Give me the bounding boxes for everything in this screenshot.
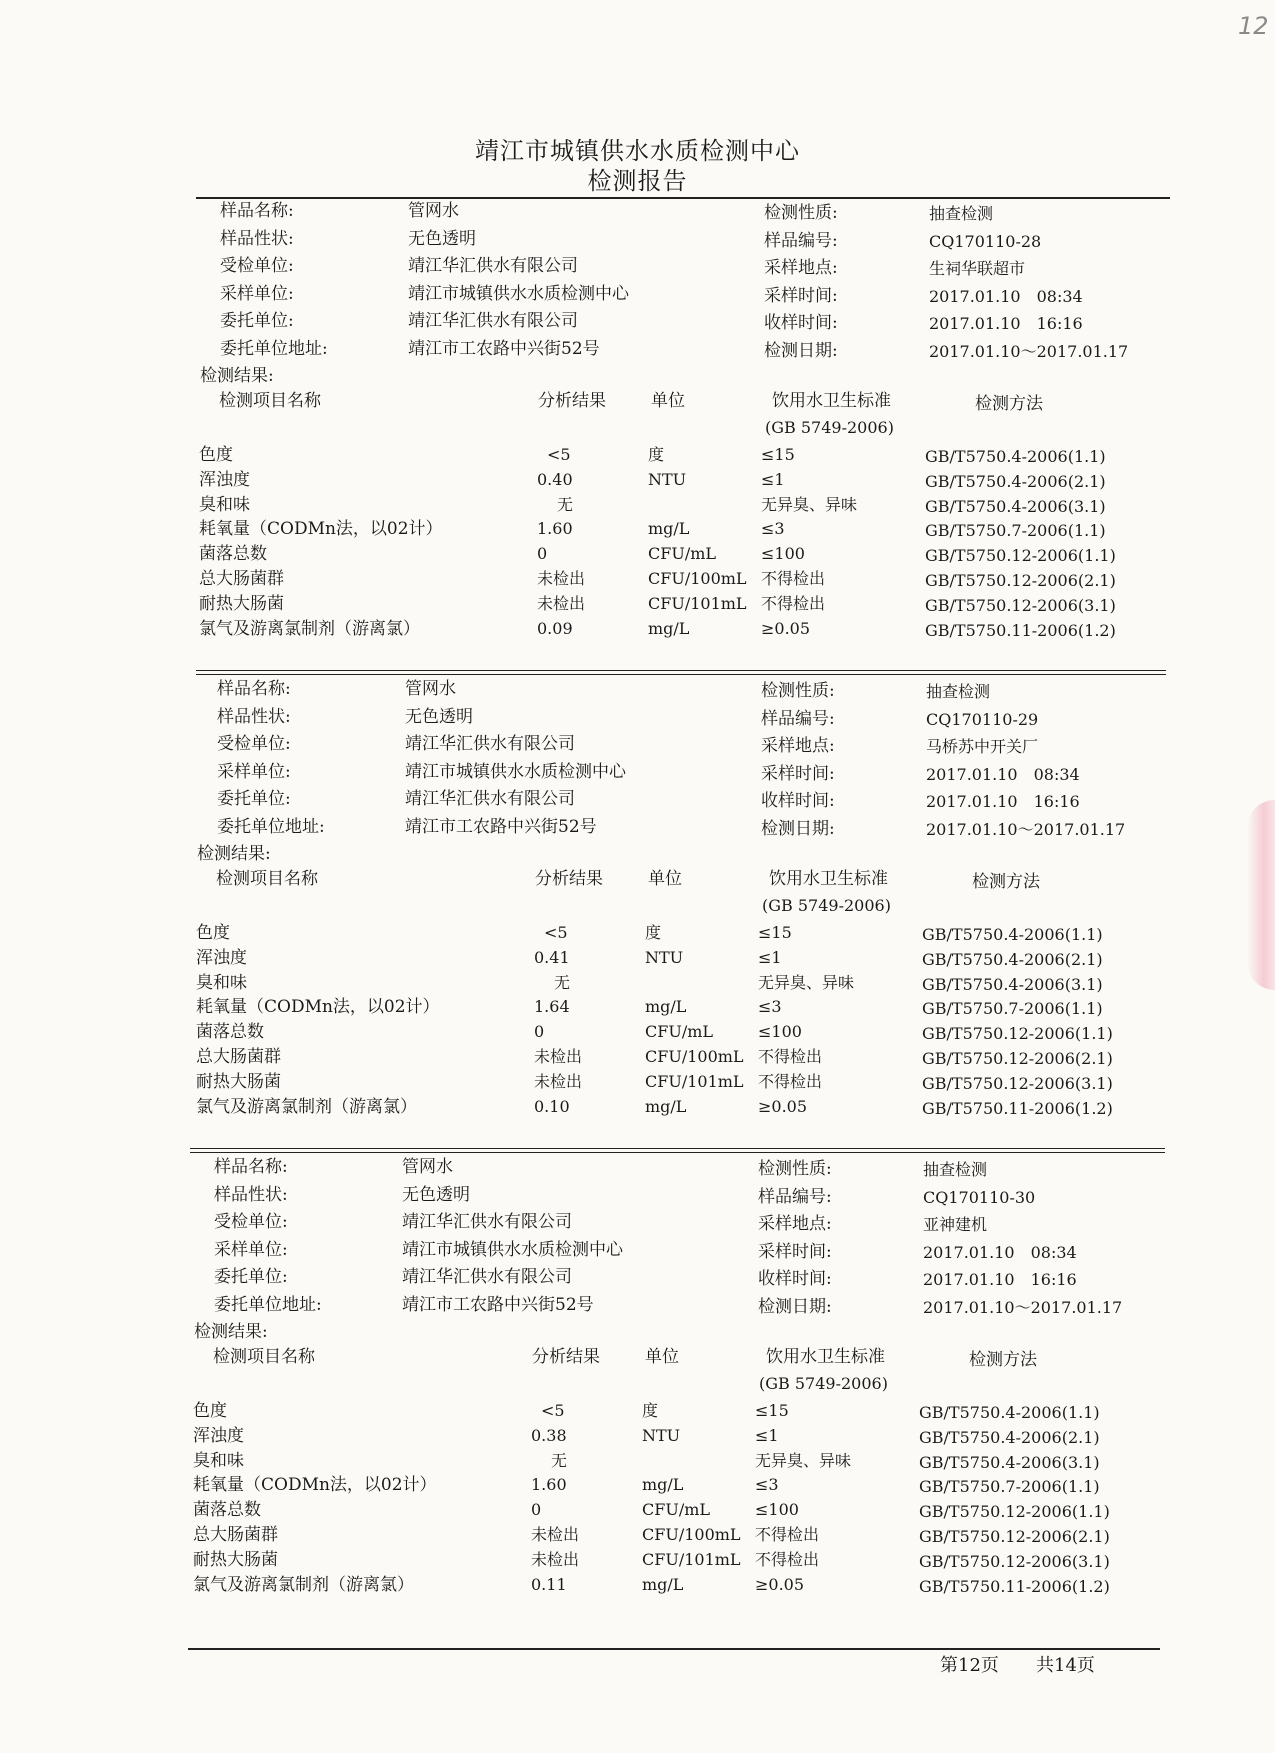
- col-header-item: 检测项目名称: [219, 391, 321, 411]
- page-corner-mark: 12: [1238, 12, 1269, 40]
- result-row-item: 菌落总数: [196, 1022, 264, 1043]
- field-value-sample-appearance: 无色透明: [402, 1184, 470, 1205]
- field-value-sampling-time: 2017.01.10 08:34: [929, 286, 1083, 306]
- result-row-method: GB/T5750.12-2006(3.1): [925, 595, 1116, 615]
- result-row-value: 0.10: [534, 1096, 570, 1116]
- result-row-standard: 无异臭、异味: [761, 494, 858, 514]
- result-row-item: 菌落总数: [199, 544, 267, 565]
- result-row-value: 未检出: [531, 1549, 580, 1569]
- field-label-sample-no: 样品编号:: [764, 230, 838, 251]
- result-row-value: <5: [544, 923, 568, 942]
- result-row-value: 1.60: [531, 1475, 567, 1495]
- field-value-receiving-time: 2017.01.10 16:16: [926, 792, 1080, 811]
- result-row-item: 总大肠菌群: [196, 1047, 281, 1067]
- col-header-unit: 单位: [645, 1347, 679, 1367]
- col-header-result: 分析结果: [535, 869, 603, 889]
- col-header-standard-ref: (GB 5749-2006): [762, 896, 891, 915]
- result-row-unit: CFU/101mL: [645, 1071, 744, 1091]
- field-label-sample-appearance: 样品性状:: [217, 706, 291, 727]
- field-label-client-address: 委托单位地址:: [220, 338, 328, 359]
- result-row-standard: ≥0.05: [761, 618, 811, 638]
- field-value-test-date: 2017.01.10～2017.01.17: [929, 341, 1129, 361]
- field-value-sample-name: 管网水: [408, 201, 459, 221]
- result-row-standard: 无异臭、异味: [758, 972, 855, 992]
- col-header-method: 检测方法: [969, 1350, 1037, 1370]
- field-label-test-nature: 检测性质:: [764, 203, 838, 223]
- result-row-standard: 无异臭、异味: [755, 1450, 852, 1470]
- col-header-item: 检测项目名称: [213, 1347, 315, 1367]
- result-row-standard: ≤15: [761, 445, 795, 464]
- result-row-item: 耗氧量（CODMn法，以02计）: [196, 997, 440, 1018]
- field-value-sampling-place: 生祠华联超市: [929, 259, 1026, 278]
- report-title: 检测报告: [587, 167, 688, 195]
- field-value-test-date: 2017.01.10～2017.01.17: [926, 819, 1126, 839]
- field-label-sample-no: 样品编号:: [761, 708, 835, 729]
- result-row-method: GB/T5750.4-2006(1.1): [919, 1403, 1100, 1422]
- result-row-unit: CFU/100mL: [642, 1525, 741, 1544]
- result-row-standard: ≤1: [761, 469, 785, 489]
- field-label-test-nature: 检测性质:: [761, 681, 835, 701]
- result-row-unit: CFU/mL: [642, 1500, 711, 1520]
- result-row-value: 1.60: [537, 519, 573, 539]
- result-row-method: GB/T5750.12-2006(3.1): [919, 1551, 1110, 1571]
- report-section: [0, 198, 1275, 668]
- field-value-test-nature: 抽查检测: [926, 682, 991, 701]
- result-row-item: 色度: [193, 1401, 227, 1421]
- field-value-sampling-place: 马桥苏中开关厂: [926, 737, 1039, 756]
- field-value-inspected-unit: 靖江华汇供水有限公司: [408, 256, 578, 276]
- result-row-method: GB/T5750.4-2006(2.1): [919, 1427, 1100, 1447]
- result-row-standard: ≤3: [761, 519, 785, 539]
- result-row-method: GB/T5750.4-2006(2.1): [922, 949, 1103, 969]
- result-row-standard: 不得检出: [761, 593, 826, 613]
- field-value-client-address: 靖江市工农路中兴街52号: [402, 1294, 594, 1315]
- field-label-sampling-time: 采样时间:: [761, 763, 835, 784]
- result-row-value: 0: [537, 544, 548, 564]
- field-value-sampling-unit: 靖江市城镇供水水质检测中心: [408, 283, 629, 304]
- field-label-test-date: 检测日期:: [761, 818, 835, 839]
- result-row-value: 0: [534, 1022, 545, 1042]
- field-value-sample-no: CQ170110-30: [923, 1187, 1036, 1207]
- field-value-inspected-unit: 靖江华汇供水有限公司: [405, 734, 575, 754]
- result-row-standard: ≤15: [755, 1401, 789, 1420]
- result-row-standard: ≥0.05: [755, 1574, 805, 1594]
- result-row-method: GB/T5750.11-2006(1.2): [925, 620, 1116, 640]
- result-row-method: GB/T5750.7-2006(1.1): [922, 999, 1103, 1019]
- field-value-sample-appearance: 无色透明: [408, 228, 476, 249]
- section-divider: [190, 1148, 1165, 1149]
- field-label-receiving-time: 收样时间:: [758, 1269, 832, 1289]
- result-row-unit: 度: [645, 923, 662, 942]
- field-label-sample-name: 样品名称:: [214, 1157, 288, 1177]
- result-row-item: 总大肠菌群: [199, 569, 284, 589]
- result-row-unit: 度: [648, 445, 665, 464]
- result-row-unit: CFU/101mL: [648, 593, 747, 613]
- result-row-standard: 不得检出: [755, 1525, 820, 1544]
- field-label-sampling-place: 采样地点:: [761, 736, 835, 756]
- field-label-sample-name: 样品名称:: [217, 679, 291, 699]
- result-row-method: GB/T5750.4-2006(1.1): [922, 925, 1103, 944]
- result-row-method: GB/T5750.12-2006(1.1): [922, 1024, 1113, 1044]
- result-row-method: GB/T5750.7-2006(1.1): [925, 521, 1106, 541]
- result-row-value: 0.40: [537, 469, 573, 489]
- result-row-value: 1.64: [534, 997, 570, 1017]
- result-row-item: 耐热大肠菌: [196, 1071, 281, 1092]
- col-header-result: 分析结果: [532, 1347, 600, 1367]
- result-row-method: GB/T5750.12-2006(1.1): [919, 1502, 1110, 1522]
- results-label: 检测结果:: [200, 366, 274, 386]
- col-header-standard-ref: (GB 5749-2006): [765, 418, 894, 437]
- footer-divider: [188, 1648, 1160, 1650]
- result-row-method: GB/T5750.4-2006(1.1): [925, 447, 1106, 466]
- footer-page-number: 第12页: [940, 1655, 999, 1676]
- result-row-unit: mg/L: [648, 618, 690, 638]
- result-row-value: 0: [531, 1500, 542, 1520]
- col-header-standard-ref: (GB 5749-2006): [759, 1374, 888, 1393]
- result-row-item: 浑浊度: [196, 947, 247, 968]
- result-row-item: 耐热大肠菌: [193, 1549, 278, 1570]
- result-row-unit: CFU/100mL: [645, 1047, 744, 1066]
- org-title: 靖江市城镇供水水质检测中心: [475, 137, 800, 165]
- result-row-item: 色度: [196, 923, 230, 943]
- result-row-unit: CFU/100mL: [648, 569, 747, 588]
- results-label: 检测结果:: [194, 1322, 268, 1342]
- field-label-inspected-unit: 受检单位:: [220, 256, 294, 276]
- field-value-test-nature: 抽查检测: [929, 204, 994, 223]
- result-row-unit: mg/L: [645, 997, 687, 1017]
- results-label: 检测结果:: [197, 844, 271, 864]
- result-row-unit: mg/L: [642, 1574, 684, 1594]
- result-row-value: 0.38: [531, 1425, 567, 1445]
- field-label-sampling-time: 采样时间:: [758, 1241, 832, 1262]
- field-label-sample-appearance: 样品性状:: [220, 228, 294, 249]
- field-value-sample-name: 管网水: [405, 679, 456, 699]
- field-label-sampling-time: 采样时间:: [764, 285, 838, 306]
- result-row-item: 臭和味: [199, 494, 250, 515]
- field-value-sample-appearance: 无色透明: [405, 706, 473, 727]
- result-row-method: GB/T5750.11-2006(1.2): [919, 1576, 1110, 1596]
- result-row-value: 未检出: [537, 593, 586, 613]
- field-value-sampling-time: 2017.01.10 08:34: [926, 764, 1080, 784]
- result-row-value: 未检出: [534, 1047, 583, 1066]
- result-row-method: GB/T5750.4-2006(2.1): [925, 471, 1106, 491]
- result-row-unit: mg/L: [645, 1096, 687, 1116]
- col-header-method: 检测方法: [972, 872, 1040, 892]
- result-row-unit: mg/L: [648, 519, 690, 539]
- field-value-receiving-time: 2017.01.10 16:16: [929, 314, 1083, 333]
- field-label-client-address: 委托单位地址:: [214, 1294, 322, 1315]
- result-row-unit: CFU/mL: [645, 1022, 714, 1042]
- field-value-sampling-place: 亚神建机: [923, 1215, 988, 1234]
- result-row-value: 未检出: [534, 1071, 583, 1091]
- col-header-standard: 饮用水卫生标准: [769, 869, 888, 889]
- field-label-test-nature: 检测性质:: [758, 1159, 832, 1179]
- result-row-value: <5: [541, 1401, 565, 1420]
- field-label-client-unit: 委托单位:: [220, 311, 294, 331]
- result-row-method: GB/T5750.12-2006(2.1): [922, 1049, 1113, 1068]
- result-row-method: GB/T5750.4-2006(3.1): [922, 974, 1103, 994]
- field-value-sampling-time: 2017.01.10 08:34: [923, 1242, 1077, 1262]
- field-value-client-unit: 靖江华汇供水有限公司: [405, 789, 575, 809]
- result-row-standard: ≥0.05: [758, 1096, 808, 1116]
- result-row-standard: ≤3: [755, 1475, 779, 1495]
- result-row-unit: NTU: [642, 1425, 681, 1445]
- field-label-client-unit: 委托单位:: [217, 789, 291, 809]
- result-row-standard: ≤100: [758, 1022, 802, 1042]
- result-row-standard: 不得检出: [758, 1071, 823, 1091]
- result-row-unit: 度: [642, 1401, 659, 1420]
- field-label-sampling-place: 采样地点:: [758, 1214, 832, 1234]
- result-row-method: GB/T5750.4-2006(3.1): [925, 496, 1106, 516]
- result-row-value: 0.41: [534, 947, 570, 967]
- result-row-item: 氯气及游离氯制剂（游离氯）: [193, 1574, 414, 1595]
- result-row-unit: NTU: [645, 947, 684, 967]
- result-row-method: GB/T5750.12-2006(2.1): [925, 571, 1116, 590]
- result-row-value: 0.09: [537, 618, 573, 638]
- field-label-sample-no: 样品编号:: [758, 1186, 832, 1207]
- result-row-value: 无: [554, 972, 571, 992]
- field-label-sample-name: 样品名称:: [220, 201, 294, 221]
- result-row-standard: ≤100: [755, 1500, 799, 1520]
- result-row-method: GB/T5750.4-2006(3.1): [919, 1452, 1100, 1472]
- result-row-method: GB/T5750.12-2006(2.1): [919, 1527, 1110, 1546]
- result-row-value: 0.11: [531, 1574, 567, 1594]
- field-label-receiving-time: 收样时间:: [761, 791, 835, 811]
- result-row-standard: ≤3: [758, 997, 782, 1017]
- field-value-inspected-unit: 靖江华汇供水有限公司: [402, 1212, 572, 1232]
- field-label-inspected-unit: 受检单位:: [214, 1212, 288, 1232]
- result-row-method: GB/T5750.12-2006(3.1): [922, 1073, 1113, 1093]
- result-row-value: 无: [551, 1450, 568, 1470]
- result-row-item: 耐热大肠菌: [199, 593, 284, 614]
- field-label-sampling-unit: 采样单位:: [220, 283, 294, 304]
- field-value-test-nature: 抽查检测: [923, 1160, 988, 1179]
- result-row-standard: ≤15: [758, 923, 792, 942]
- field-value-sample-name: 管网水: [402, 1157, 453, 1177]
- field-value-sampling-unit: 靖江市城镇供水水质检测中心: [405, 761, 626, 782]
- field-label-inspected-unit: 受检单位:: [217, 734, 291, 754]
- section-divider: [196, 670, 1166, 671]
- result-row-value: 无: [557, 494, 574, 514]
- field-label-client-unit: 委托单位:: [214, 1267, 288, 1287]
- field-value-client-unit: 靖江华汇供水有限公司: [402, 1267, 572, 1287]
- field-label-test-date: 检测日期:: [758, 1296, 832, 1317]
- result-row-item: 耗氧量（CODMn法，以02计）: [199, 519, 443, 540]
- field-label-sampling-place: 采样地点:: [764, 258, 838, 278]
- result-row-value: 未检出: [537, 569, 586, 588]
- field-value-client-unit: 靖江华汇供水有限公司: [408, 311, 578, 331]
- result-row-item: 菌落总数: [193, 1500, 261, 1521]
- col-header-unit: 单位: [651, 391, 685, 411]
- result-row-method: GB/T5750.11-2006(1.2): [922, 1098, 1113, 1118]
- result-row-method: GB/T5750.12-2006(1.1): [925, 546, 1116, 566]
- col-header-result: 分析结果: [538, 391, 606, 411]
- report-section: [0, 1154, 1275, 1624]
- result-row-standard: ≤100: [761, 544, 805, 564]
- result-row-item: 浑浊度: [193, 1425, 244, 1446]
- result-row-unit: NTU: [648, 469, 687, 489]
- field-label-sampling-unit: 采样单位:: [217, 761, 291, 782]
- field-value-client-address: 靖江市工农路中兴街52号: [408, 338, 600, 359]
- result-row-item: 氯气及游离氯制剂（游离氯）: [196, 1096, 417, 1117]
- result-row-item: 臭和味: [196, 972, 247, 993]
- field-label-client-address: 委托单位地址:: [217, 816, 325, 837]
- field-label-sample-appearance: 样品性状:: [214, 1184, 288, 1205]
- field-value-sample-no: CQ170110-28: [929, 231, 1042, 251]
- col-header-unit: 单位: [648, 869, 682, 889]
- result-row-item: 耗氧量（CODMn法，以02计）: [193, 1475, 437, 1496]
- result-row-standard: 不得检出: [758, 1047, 823, 1066]
- result-row-unit: mg/L: [642, 1475, 684, 1495]
- result-row-value: 未检出: [531, 1525, 580, 1544]
- section-divider: [196, 197, 1170, 199]
- result-row-standard: 不得检出: [761, 569, 826, 588]
- result-row-item: 氯气及游离氯制剂（游离氯）: [199, 618, 420, 639]
- footer-total-pages: 共14页: [1036, 1655, 1095, 1676]
- result-row-item: 臭和味: [193, 1450, 244, 1471]
- col-header-standard: 饮用水卫生标准: [766, 1347, 885, 1367]
- field-value-sample-no: CQ170110-29: [926, 709, 1039, 729]
- result-row-item: 色度: [199, 445, 233, 465]
- field-label-test-date: 检测日期:: [764, 340, 838, 361]
- report-header: [0, 136, 1275, 196]
- result-row-unit: CFU/101mL: [642, 1549, 741, 1569]
- result-row-standard: ≤1: [755, 1425, 779, 1445]
- result-row-standard: ≤1: [758, 947, 782, 967]
- report-section: [0, 676, 1275, 1146]
- field-label-sampling-unit: 采样单位:: [214, 1239, 288, 1260]
- field-value-receiving-time: 2017.01.10 16:16: [923, 1270, 1077, 1289]
- result-row-method: GB/T5750.7-2006(1.1): [919, 1477, 1100, 1497]
- result-row-item: 总大肠菌群: [193, 1525, 278, 1545]
- result-row-value: <5: [547, 445, 571, 464]
- result-row-item: 浑浊度: [199, 469, 250, 490]
- field-value-client-address: 靖江市工农路中兴街52号: [405, 816, 597, 837]
- col-header-method: 检测方法: [975, 394, 1043, 414]
- col-header-item: 检测项目名称: [216, 869, 318, 889]
- col-header-standard: 饮用水卫生标准: [772, 391, 891, 411]
- result-row-unit: CFU/mL: [648, 544, 717, 564]
- field-label-receiving-time: 收样时间:: [764, 313, 838, 333]
- result-row-standard: 不得检出: [755, 1549, 820, 1569]
- field-value-sampling-unit: 靖江市城镇供水水质检测中心: [402, 1239, 623, 1260]
- field-value-test-date: 2017.01.10～2017.01.17: [923, 1297, 1123, 1317]
